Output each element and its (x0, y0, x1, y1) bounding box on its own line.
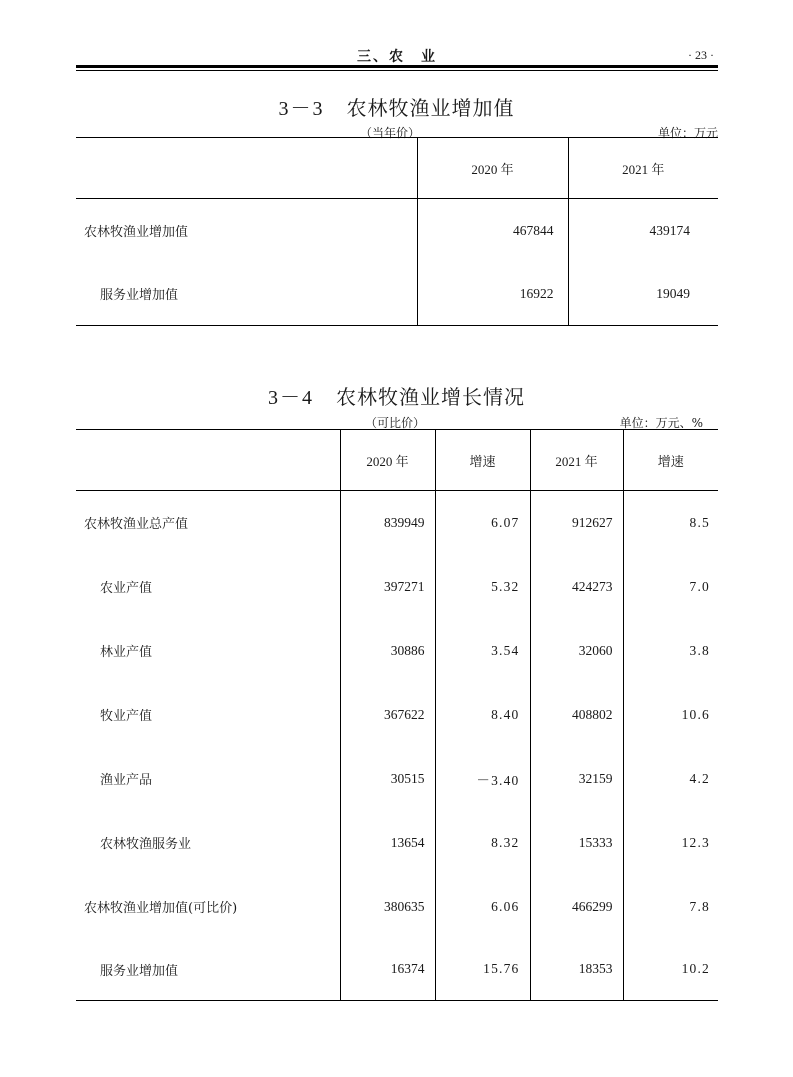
table2-col-2020: 2020 年 (340, 430, 435, 491)
table2-col-2021: 2021 年 (530, 430, 623, 491)
table2-number: 3－4 (268, 387, 314, 409)
cell-value: 16374 (340, 939, 435, 1001)
cell-value: 367622 (340, 683, 435, 747)
table1-title-text: 农林牧渔业增加值 (346, 96, 515, 120)
cell-value: 13654 (340, 811, 435, 875)
row-label: 农林牧渔业总产值 (76, 491, 340, 555)
table1-title (0, 92, 793, 121)
row-label: 农林牧渔业增加值(可比价) (76, 875, 340, 939)
row-label: 渔业产品 (76, 747, 340, 811)
cell-value: 8.32 (435, 811, 530, 875)
table1 (76, 137, 718, 326)
cell-value: 380635 (340, 875, 435, 939)
cell-value: 10.6 (681, 706, 710, 722)
cell-value: 4.2 (689, 770, 710, 786)
cell-value: 18353 (530, 939, 623, 1001)
cell-value: 10.2 (681, 961, 710, 977)
table2-col-growth-2020: 增速 (435, 430, 530, 491)
table2-header-row (76, 430, 718, 491)
table-row (76, 263, 718, 326)
table1-number: 3－3 (278, 98, 325, 120)
page-number: · 23 · (688, 48, 714, 62)
row-label: 牧业产值 (76, 683, 340, 747)
cell-value: 5.32 (435, 555, 530, 619)
cell-value: 32060 (530, 619, 623, 683)
cell-value: 467844 (417, 199, 568, 263)
cell-value: 7.0 (689, 578, 710, 594)
table-row (76, 683, 718, 747)
table2-title-text: 农林牧渔业增长情况 (336, 385, 525, 409)
cell-value: 3.54 (435, 619, 530, 683)
cell-value: 6.06 (435, 875, 530, 939)
table1-corner-cell (76, 138, 417, 199)
cell-value: 15.76 (435, 939, 530, 1001)
table-row (76, 619, 718, 683)
table2-title (0, 381, 793, 410)
cell-value: 424273 (530, 555, 623, 619)
row-label: 农林牧渔业增加值 (76, 199, 417, 263)
table2-col-growth-2021: 增速 (623, 430, 718, 491)
table-row (76, 875, 718, 939)
cell-value: 466299 (530, 875, 623, 939)
table1-price-note: （当年价） (360, 126, 421, 140)
header-rule-thin (76, 70, 718, 71)
cell-value: 439174 (649, 222, 690, 238)
cell-value: 7.8 (689, 898, 710, 914)
row-label: 农业产值 (76, 555, 340, 619)
table2-price-note: （可比价） (365, 416, 426, 430)
cell-value: 839949 (340, 491, 435, 555)
cell-value: 32159 (530, 747, 623, 811)
cell-value: 8.5 (689, 514, 710, 530)
cell-value: 16922 (417, 263, 568, 326)
cell-value: －3.40 (435, 747, 530, 811)
cell-value: 30886 (340, 619, 435, 683)
cell-value: 397271 (340, 555, 435, 619)
cell-value: 8.40 (435, 683, 530, 747)
cell-value: 6.07 (435, 491, 530, 555)
cell-value: 408802 (530, 683, 623, 747)
table-row (76, 555, 718, 619)
row-label: 服务业增加值 (76, 263, 417, 326)
table2 (76, 429, 718, 1001)
table1-unit: 单位：万元 (657, 126, 718, 140)
row-label: 服务业增加值 (76, 939, 340, 1001)
cell-value: 3.8 (689, 642, 710, 658)
section-title: 三、农 业 (357, 49, 437, 65)
table-row (76, 747, 718, 811)
cell-value: 15333 (530, 811, 623, 875)
cell-value: 19049 (656, 285, 690, 301)
cell-value: 12.3 (681, 834, 710, 850)
table1-col-2020: 2020 年 (417, 138, 568, 199)
table-row (76, 199, 718, 263)
table1-header-row (76, 138, 718, 199)
table2-corner-cell (76, 430, 340, 491)
table1-col-2021: 2021 年 (568, 138, 718, 199)
table-row (76, 811, 718, 875)
row-label: 林业产值 (76, 619, 340, 683)
cell-value: 912627 (530, 491, 623, 555)
cell-value: 30515 (340, 747, 435, 811)
table-row (76, 939, 718, 1001)
row-label: 农林牧渔服务业 (76, 811, 340, 875)
table2-unit: 单位：万元、% (619, 416, 703, 430)
running-header (76, 44, 718, 64)
table-row (76, 491, 718, 555)
header-rule-thick (76, 65, 718, 68)
